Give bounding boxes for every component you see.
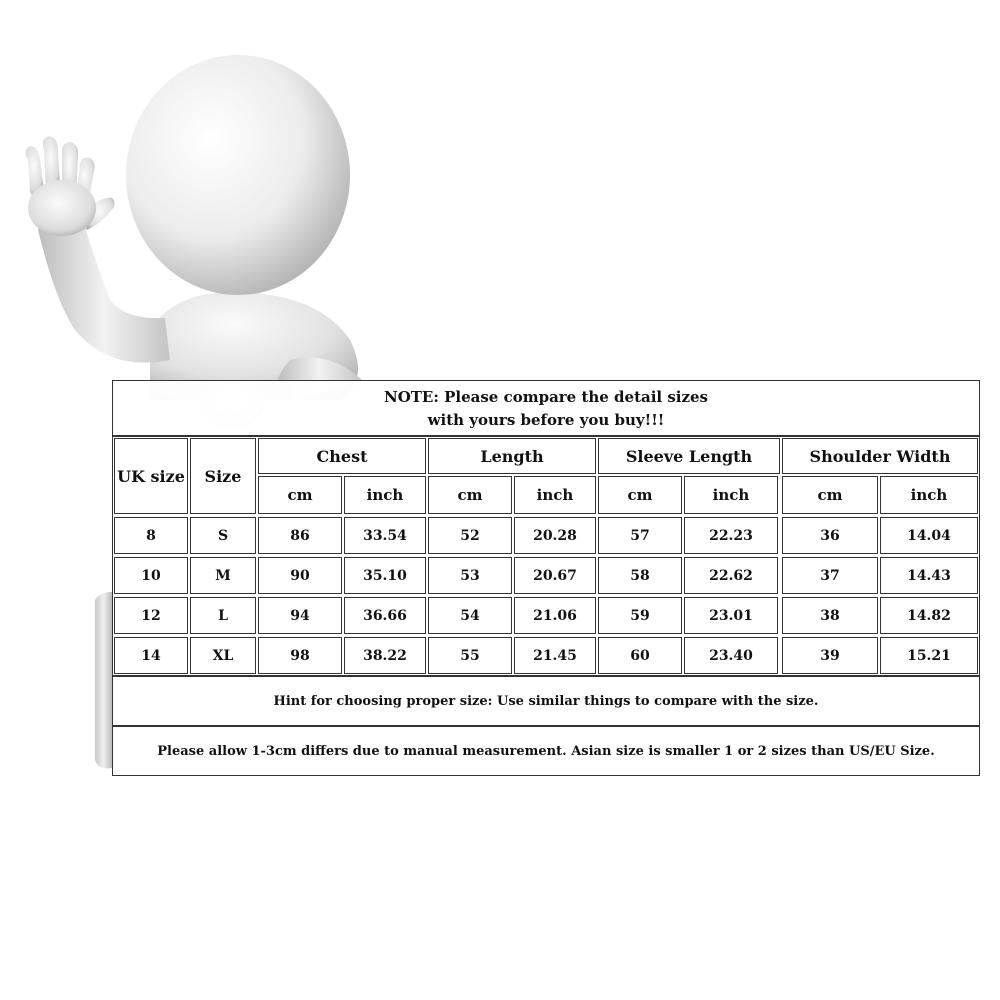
table-cell: L <box>190 597 256 634</box>
table-cell: 14.04 <box>880 517 978 554</box>
table-cell: 14 <box>114 637 188 674</box>
table-cell: M <box>190 557 256 594</box>
table-cell: 12 <box>114 597 188 634</box>
table-cell: 20.28 <box>514 517 596 554</box>
figure-leg <box>95 592 112 768</box>
header-length: Length <box>428 438 596 474</box>
table-cell: 90 <box>258 557 342 594</box>
unit-cell: cm <box>258 476 342 514</box>
header-shoulder-width: Shoulder Width <box>782 438 978 474</box>
header-uk-size: UK size <box>114 438 188 514</box>
table-cell: 20.67 <box>514 557 596 594</box>
table-cell: 60 <box>598 637 682 674</box>
table-cell: 21.06 <box>514 597 596 634</box>
table-cell: 55 <box>428 637 512 674</box>
disclaimer-text: Please allow 1-3cm differs due to manual measurement. Asian size is smaller 1 or 2 sizes than US/EU Size. <box>157 743 935 759</box>
table-cell: 58 <box>598 557 682 594</box>
table-cell: 57 <box>598 517 682 554</box>
unit-cell: cm <box>782 476 878 514</box>
table-cell: 39 <box>782 637 878 674</box>
hint-text: Hint for choosing proper size: Use similar things to compare with the size. <box>273 693 819 709</box>
table-cell: 10 <box>114 557 188 594</box>
note-text <box>113 386 979 432</box>
table-cell: 52 <box>428 517 512 554</box>
table-cell: 33.54 <box>344 517 426 554</box>
table-cell: 54 <box>428 597 512 634</box>
table-cell: 38.22 <box>344 637 426 674</box>
unit-cell: inch <box>344 476 426 514</box>
header-sleeve-length: Sleeve Length <box>598 438 780 474</box>
unit-cell: inch <box>684 476 778 514</box>
header-size: Size <box>190 438 256 514</box>
table-cell: 23.40 <box>684 637 778 674</box>
hint-frame <box>112 676 980 726</box>
table-cell: S <box>190 517 256 554</box>
table-cell: 59 <box>598 597 682 634</box>
table-cell: 22.62 <box>684 557 778 594</box>
table-cell: 38 <box>782 597 878 634</box>
table-cell: 37 <box>782 557 878 594</box>
unit-cell: inch <box>880 476 978 514</box>
disclaimer-frame <box>112 726 980 776</box>
note-frame <box>112 380 980 436</box>
table-cell: 8 <box>114 517 188 554</box>
note-line-2: with yours before you buy!!! <box>427 411 665 429</box>
unit-cell: inch <box>514 476 596 514</box>
table-cell: 36 <box>782 517 878 554</box>
table-cell: 15.21 <box>880 637 978 674</box>
note-line-1: NOTE: Please compare the detail sizes <box>383 388 709 406</box>
table-cell: 14.43 <box>880 557 978 594</box>
table-cell: 94 <box>258 597 342 634</box>
table-cell: XL <box>190 637 256 674</box>
table-cell: 36.66 <box>344 597 426 634</box>
figure-hand <box>25 136 114 236</box>
table-cell: 98 <box>258 637 342 674</box>
table-cell: 86 <box>258 517 342 554</box>
unit-cell: cm <box>428 476 512 514</box>
unit-cell: cm <box>598 476 682 514</box>
figure-head <box>126 55 350 295</box>
table-cell: 22.23 <box>684 517 778 554</box>
table-cell: 53 <box>428 557 512 594</box>
header-chest: Chest <box>258 438 426 474</box>
table-cell: 21.45 <box>514 637 596 674</box>
table-cell: 14.82 <box>880 597 978 634</box>
table-cell: 35.10 <box>344 557 426 594</box>
table-cell: 23.01 <box>684 597 778 634</box>
